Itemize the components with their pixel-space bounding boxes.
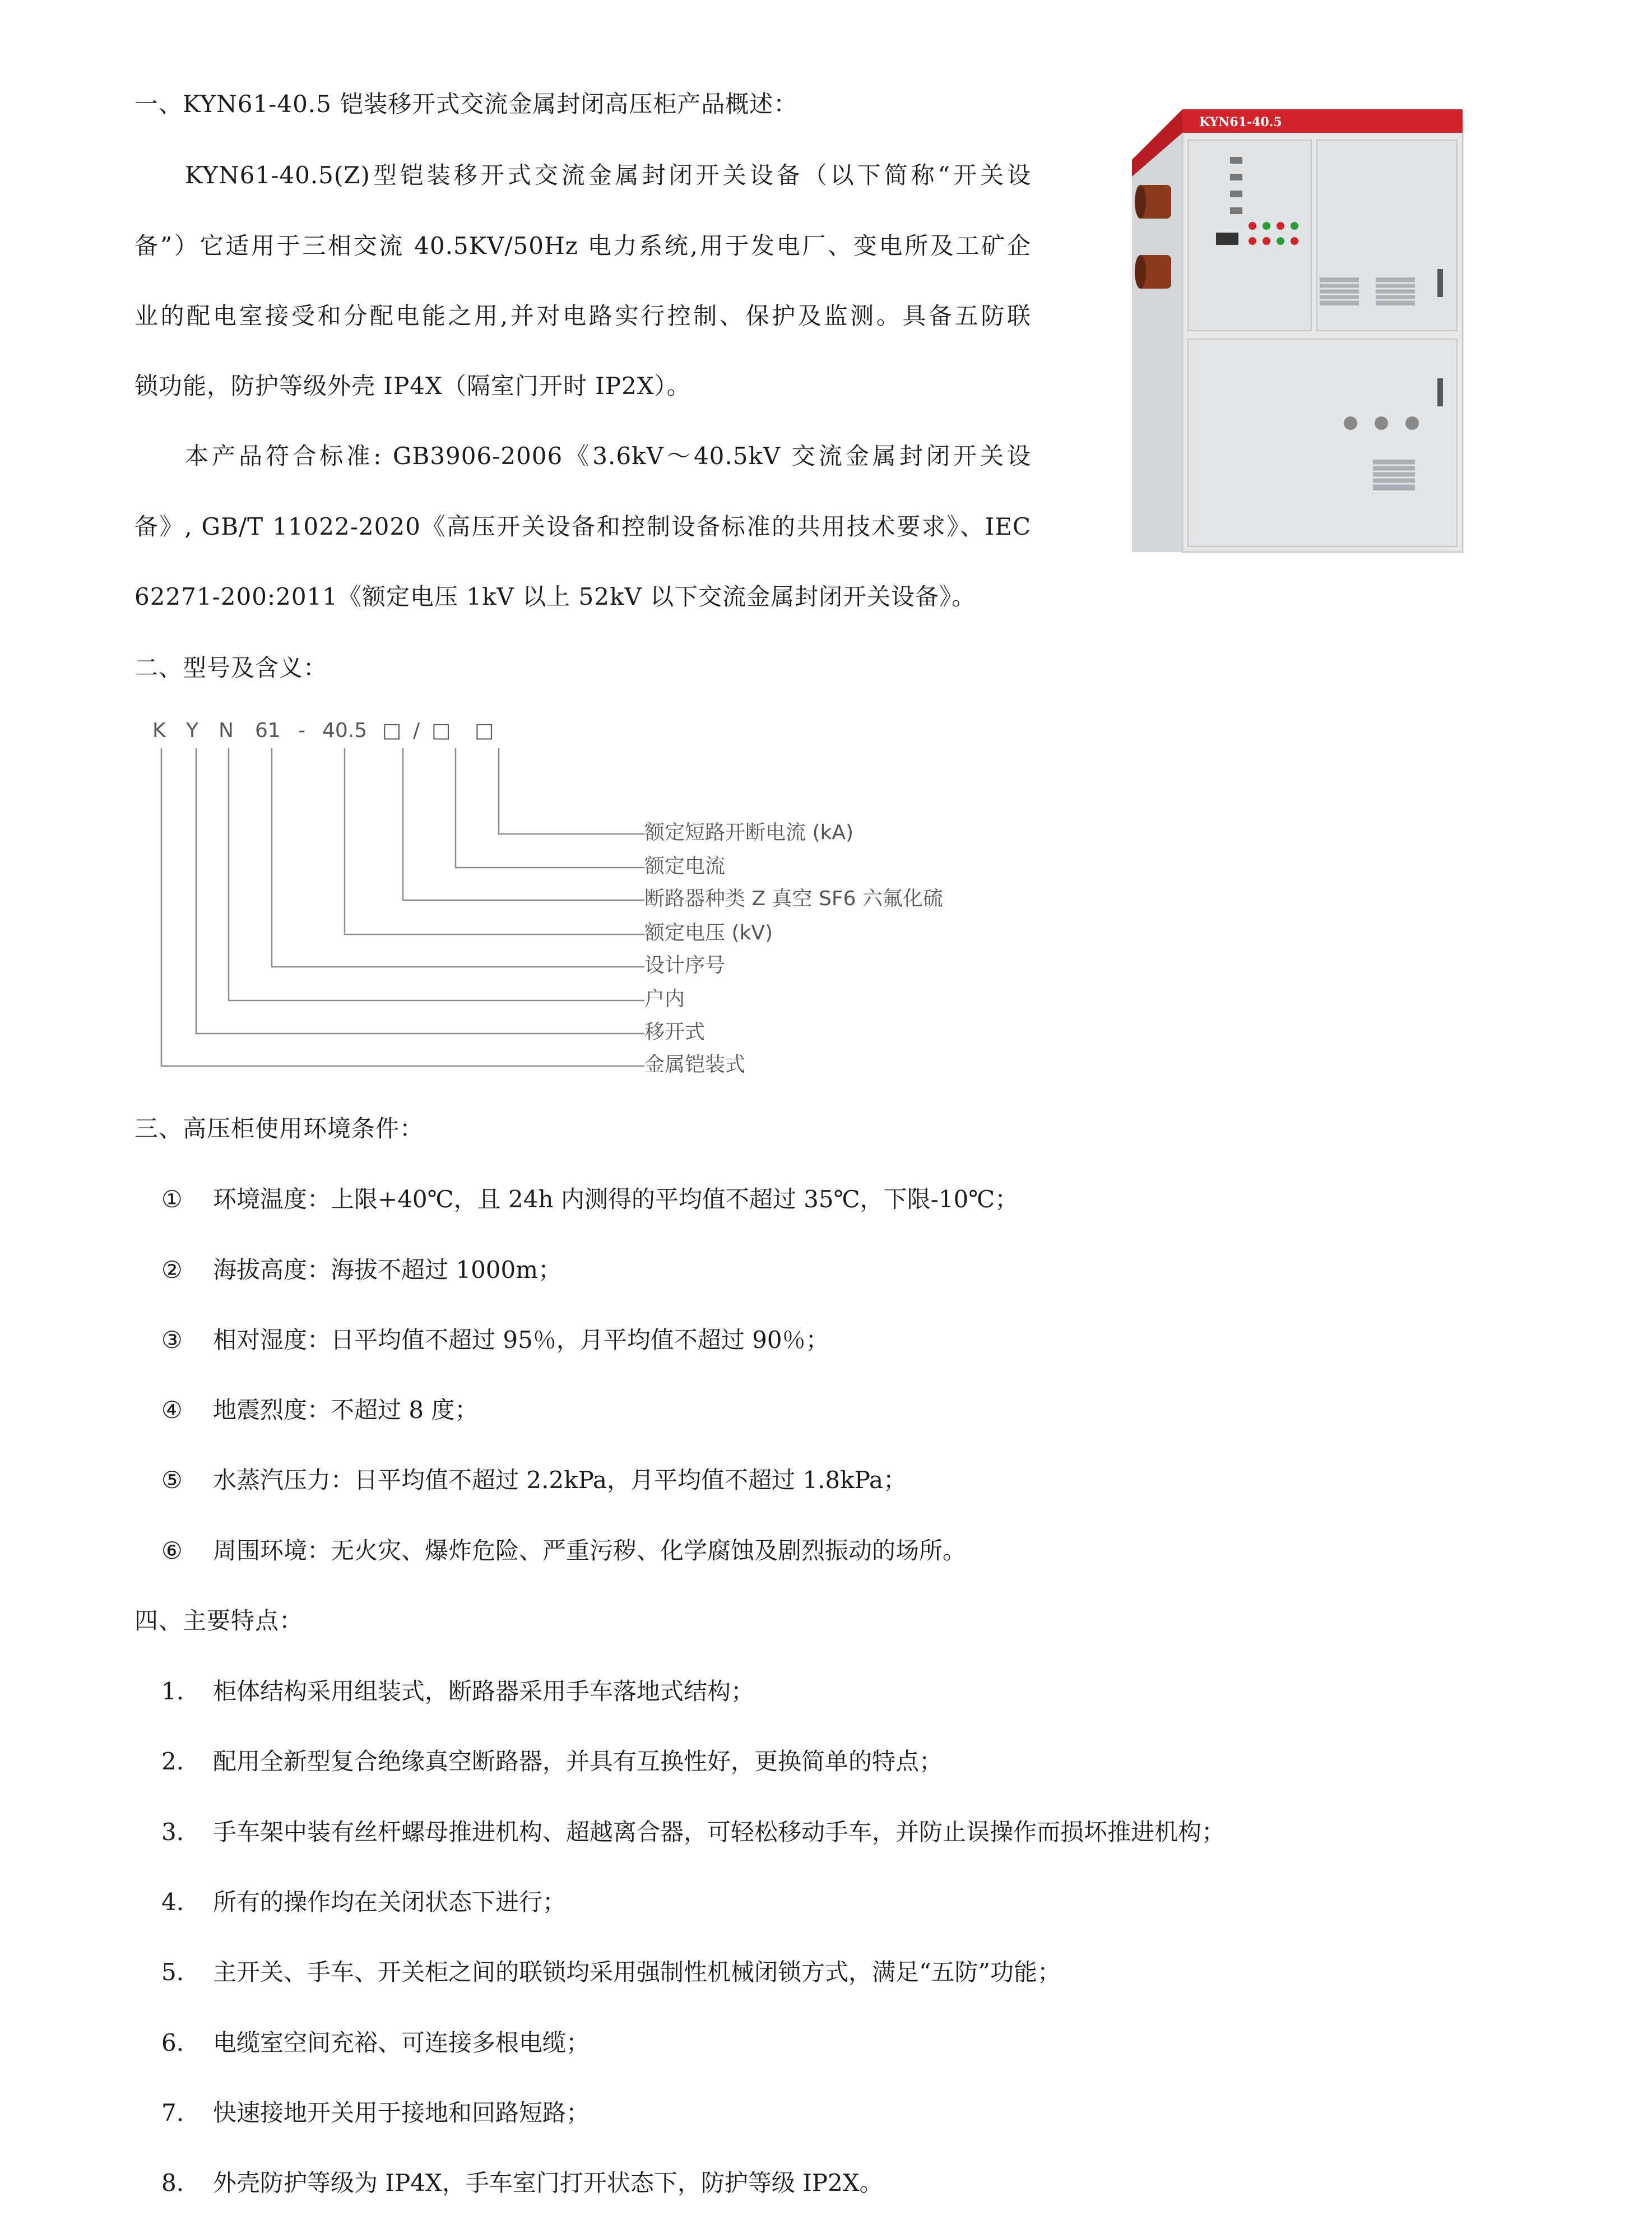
meaning-rated-voltage: 额定电压 (kV) [644,921,773,944]
overview-p1-line3: 业的配电室接受和分配电能之用,并对电路实行控制、保护及监测。具备五防联 [134,302,1031,330]
section-heading-model: 二、型号及含义： [134,654,328,682]
feature-item-2: 配用全新型复合绝缘真空断路器，并具有互换性好，更换简单的特点； [213,1748,943,1775]
code-letter-n: N [219,719,234,742]
meaning-breaking-current: 额定短路开断电流 (kA) [644,821,854,844]
code-slash: / [413,719,420,742]
env-marker-3: ③ [161,1326,183,1354]
feature-marker-1: 1. [161,1678,184,1705]
feature-marker-4: 4. [161,1888,184,1916]
env-marker-6: ⑥ [161,1537,183,1564]
feature-item-7: 快速接地开关用于接地和回路短路； [213,2099,590,2126]
env-item-3: 相对湿度：日平均值不超过 95％，月平均值不超过 90％； [213,1326,829,1354]
code-box-current: □ [431,719,451,742]
meaning-metal-armored: 金属铠装式 [644,1053,746,1076]
overview-p1-line2: 备”）它适用于三相交流 40.5KV/50Hz 电力系统,用于发电厂、变电所及工矿企 [134,232,1031,260]
overview-p2-line1: 本产品符合标准: GB3906-2006《3.6kV～40.5kV 交流金属封闭开关设 [185,442,1031,470]
code-letter-y: Y [186,719,198,742]
feature-item-8: 外壳防护等级为 IP4X，手车室门打开状态下，防护等级 IP2X。 [213,2169,883,2197]
meaning-design-number: 设计序号 [644,954,726,977]
code-letter-k: K [152,719,166,742]
feature-item-3: 手车架中装有丝杆螺母推进机构、超越离合器，可轻松移动手车，并防止误操作而损坏推进机构； [213,1818,1226,1846]
feature-item-6: 电缆室空间充裕、可连接多根电缆； [213,2029,590,2056]
code-box-breaking: □ [475,719,494,742]
env-marker-5: ⑤ [161,1466,183,1494]
feature-marker-8: 8. [161,2169,184,2197]
code-design-number: 61 [255,719,281,742]
code-voltage: 40.5 [322,719,368,742]
overview-p1-line4: 锁功能，防护等级外壳 IP4X（隔室门开时 IP2X）。 [134,372,691,400]
feature-marker-5: 5. [161,1958,184,1986]
feature-item-1: 柜体结构采用组装式，断路器采用手车落地式结构； [213,1678,755,1705]
env-item-2: 海拔高度：海拔不超过 1000m； [213,1256,562,1284]
feature-item-5: 主开关、手车、开关柜之间的联锁均采用强制性机械闭锁方式，满足“五防”功能； [213,1958,1061,1986]
env-marker-2: ② [161,1256,183,1284]
feature-marker-2: 2. [161,1748,184,1775]
env-item-4: 地震烈度：不超过 8 度； [213,1396,479,1424]
meaning-rated-current: 额定电流 [644,855,726,878]
section-heading-overview: 一、KYN61-40.5 铠装移开式交流金属封闭高压柜产品概述： [134,90,798,118]
section-heading-environment: 三、高压柜使用环境条件： [134,1115,424,1142]
cabinet-badge: KYN61-40.5 [1199,115,1282,129]
code-box-breaker: □ [382,719,402,742]
env-item-6: 周围环境：无火灾、爆炸危险、严重污秽、化学腐蚀及剧烈振动的场所。 [213,1537,967,1564]
model-code-diagram [140,709,1025,1090]
env-item-1: 环境温度：上限+40℃，且 24h 内测得的平均值不超过 35℃，下限-10℃； [213,1185,1019,1213]
feature-marker-6: 6. [161,2029,184,2056]
feature-item-4: 所有的操作均在关闭状态下进行； [213,1888,567,1916]
meaning-breaker-type: 断路器种类 Z 真空 SF6 六氟化硫 [644,887,943,910]
section-heading-features: 四、主要特点： [134,1607,304,1634]
env-marker-1: ① [161,1185,183,1213]
meaning-withdrawable: 移开式 [644,1021,706,1044]
meaning-indoor: 户内 [644,988,685,1011]
overview-p2-line3: 62271-200:2011《额定电压 1kV 以上 52kV 以下交流金属封闭开关设备》。 [134,583,976,610]
env-marker-4: ④ [161,1396,183,1424]
feature-marker-3: 3. [161,1818,184,1846]
feature-marker-7: 7. [161,2099,184,2126]
overview-p2-line2: 备》, GB/T 11022-2020《高压开关设备和控制设备标准的共用技术要求》、IEC [134,513,1031,540]
code-dash: - [298,719,305,742]
overview-p1-line1: KYN61-40.5(Z)型铠装移开式交流金属封闭开关设备（以下简称“开关设 [185,161,1031,189]
product-photo [1115,87,1479,558]
env-item-5: 水蒸汽压力：日平均值不超过 2.2kPa，月平均值不超过 1.8kPa； [213,1466,907,1494]
